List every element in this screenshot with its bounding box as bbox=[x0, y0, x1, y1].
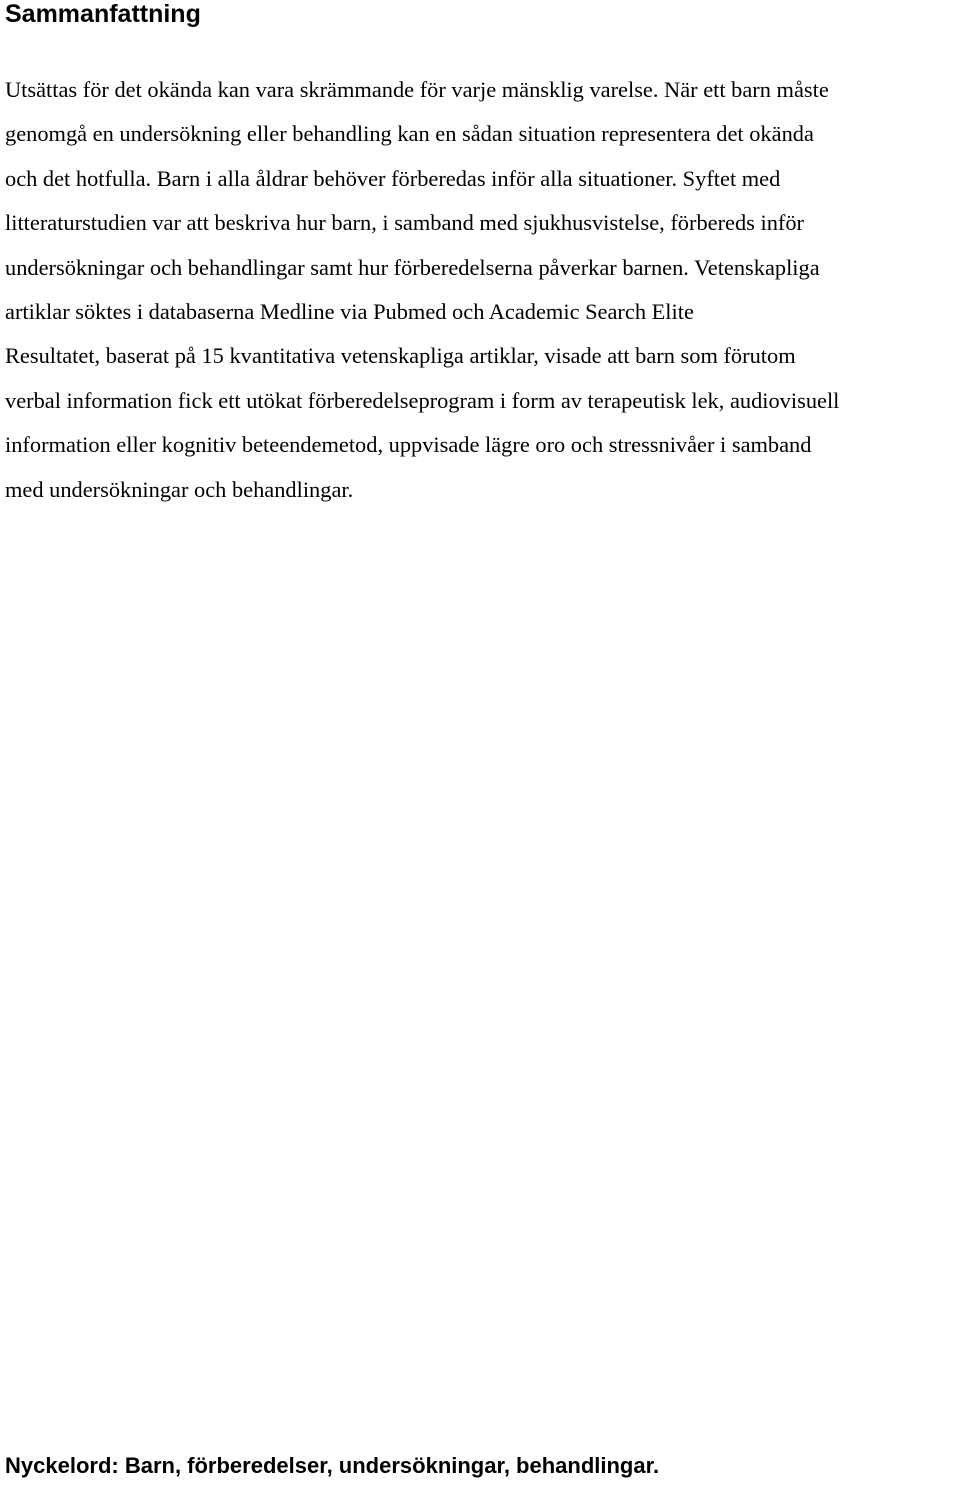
abstract-line: Utsättas för det okända kan vara skrämmande för varje mänsklig varelse. När ett barn måste bbox=[5, 77, 829, 102]
abstract-line: artiklar söktes i databaserna Medline via Pubmed och Academic Search Elite bbox=[5, 299, 694, 325]
abstract-line: och det hotfulla. Barn i alla åldrar behöver förberedas inför alla situationer. Syftet med bbox=[5, 165, 781, 191]
section-heading: Sammanfattning bbox=[5, 0, 201, 28]
abstract-line: verbal information fick ett utökat förberedelseprogram i form av terapeutisk lek, audiovisuell bbox=[5, 387, 840, 413]
abstract-line: genomgå en undersökning eller behandling kan en sådan situation representera det okända bbox=[5, 121, 814, 147]
abstract-line: Resultatet, baserat på 15 kvantitativa vetenskapliga artiklar, visade att barn som förutom bbox=[5, 343, 796, 369]
abstract-line: litteraturstudien var att beskriva hur barn, i samband med sjukhusvistelse, förbereds inför bbox=[5, 210, 805, 236]
abstract-paragraph bbox=[5, 68, 960, 512]
abstract-line: med undersökningar och behandlingar. bbox=[5, 476, 354, 502]
abstract-line: information eller kognitiv beteendemetod, uppvisade lägre oro och stressnivåer i samband bbox=[5, 432, 812, 458]
abstract-line: undersökningar och behandlingar samt hur förberedelserna påverkar barnen. Vetenskapliga bbox=[5, 254, 820, 280]
keywords-line: Nyckelord: Barn, förberedelser, undersökningar, behandlingar. bbox=[5, 1453, 660, 1478]
